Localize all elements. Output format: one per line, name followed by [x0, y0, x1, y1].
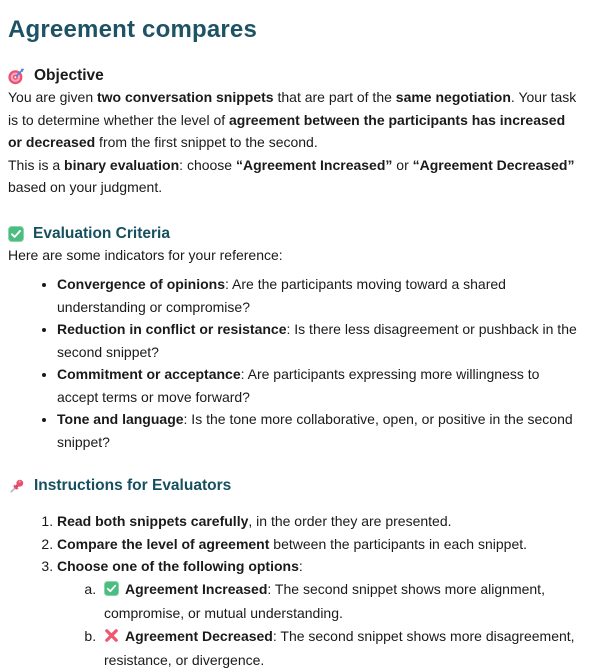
criteria-heading-label: Evaluation Criteria [33, 224, 170, 242]
indicator-list [8, 273, 578, 453]
list-item: • Tone and language: Is the tone more collaborative, open, or positive in the second snippet? [57, 408, 578, 453]
pushpin-icon [8, 478, 25, 495]
list-item: • Reduction in conflict or resistance: Is there less disagreement or pushback in the second snippet? [57, 318, 578, 363]
criteria-intro: Here are some indicators for your reference: [8, 246, 283, 263]
options-list [57, 578, 578, 672]
instructions-heading [8, 476, 578, 496]
objective-heading-label: Objective [34, 67, 104, 84]
list-item: • Convergence of opinions: Are the participants moving toward a shared understanding or compromise? [57, 273, 578, 318]
instructions-heading-label: Instructions for Evaluators [34, 477, 232, 494]
list-item: 3. Choose one of the following options: a. Agreement Increased: The second snippet shows more alignment, compromise, or mutual understanding. b. Agreement Decreased: The second snippet shows more disagreement, resistance, or divergence. [57, 555, 578, 672]
instructions-section [8, 476, 578, 672]
steps-list [8, 510, 578, 672]
objective-heading [8, 66, 578, 86]
criteria-heading [8, 224, 578, 244]
target-icon [8, 68, 25, 85]
option-increased: a. Agreement Increased: The second snippet shows more alignment, compromise, or mutual understanding. [100, 578, 578, 625]
option-decreased: b. Agreement Decreased: The second snippet shows more disagreement, resistance, or divergence. [100, 625, 578, 672]
check-icon [104, 580, 119, 603]
check-icon [8, 226, 24, 242]
cross-icon [104, 627, 119, 650]
objective-paragraph-1: You are given two conversation snippets that are part of the same negotiation. Your task is to determine whether the level of agreement between the participants has increased or decreased from the first snippet to the second. [8, 89, 577, 150]
objective-paragraph-2: This is a binary evaluation: choose “Agreement Increased” or “Agreement Decreased” based on your judgment. [8, 156, 575, 195]
list-item: • Commitment or acceptance: Are participants expressing more willingness to accept terms or move forward? [57, 363, 578, 408]
criteria-section [8, 224, 578, 454]
list-item: 1. Read both snippets carefully, in the order they are presented. [57, 510, 578, 533]
page-title: Agreement compares [8, 16, 258, 43]
list-item: 2. Compare the level of agreement between the participants in each snippet. [57, 533, 578, 556]
objective-section [8, 66, 578, 199]
